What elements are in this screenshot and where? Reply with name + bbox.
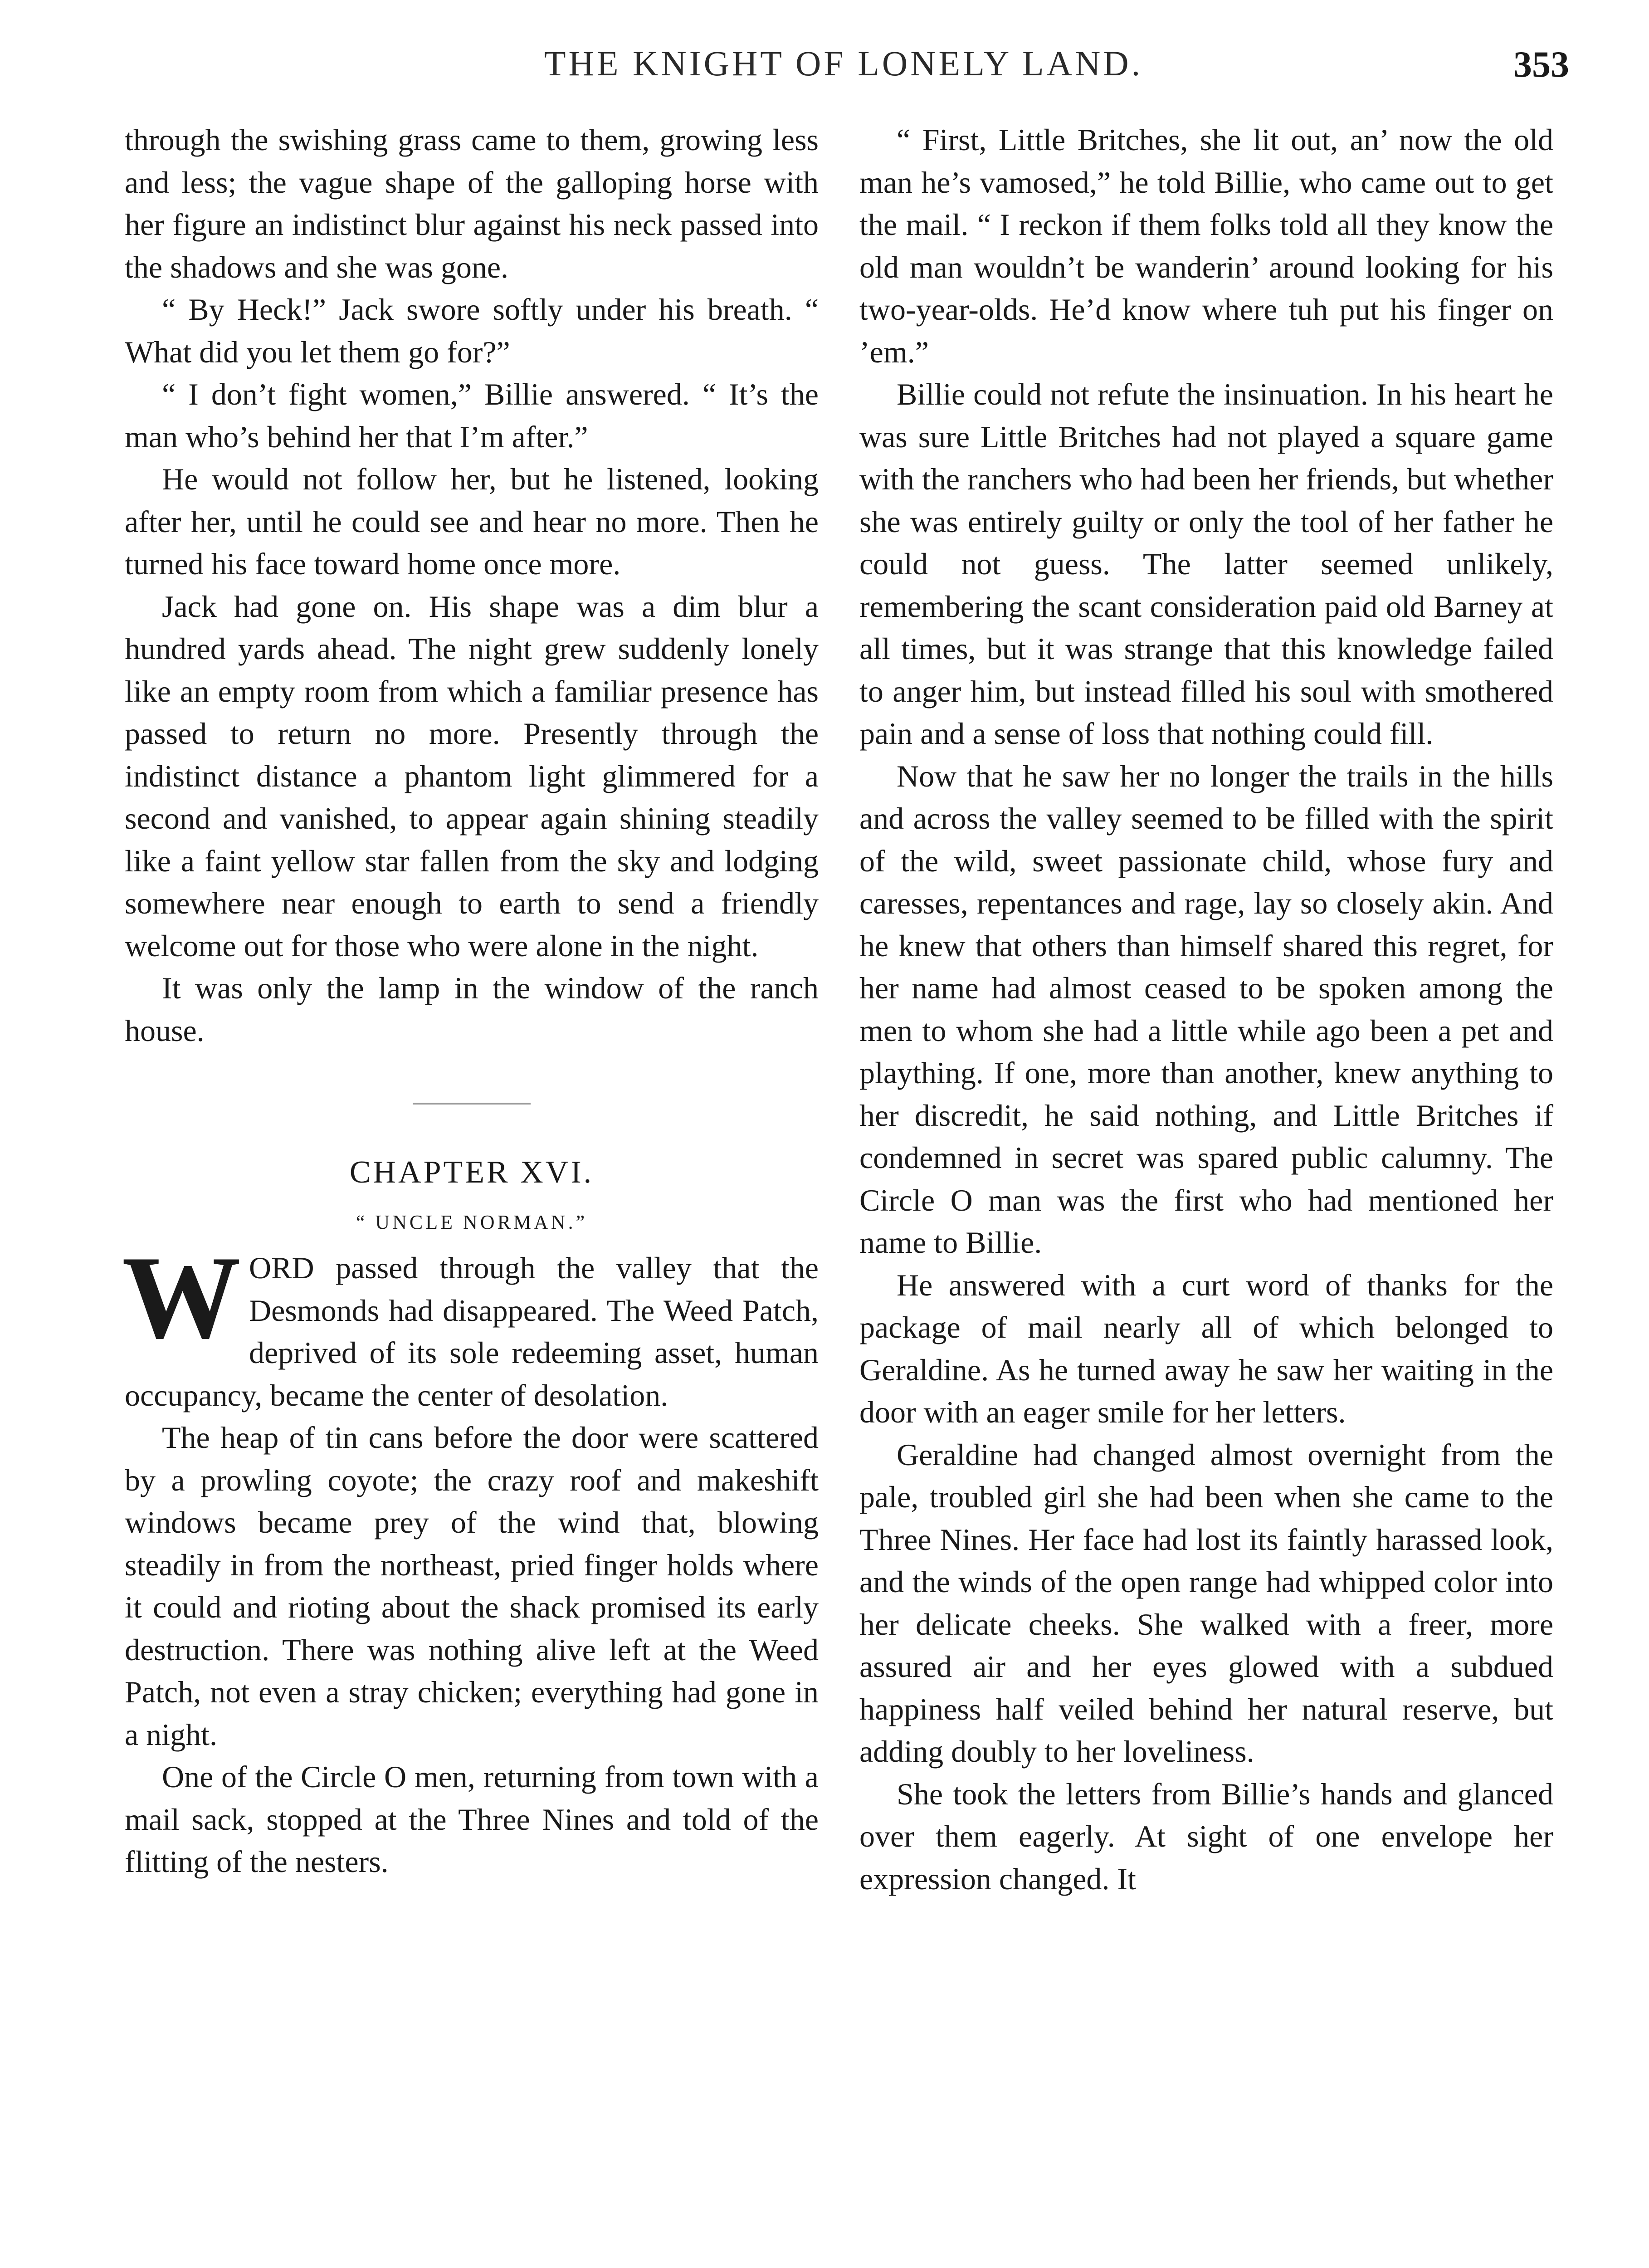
chapter-title: CHAPTER XVI.	[349, 1155, 594, 1190]
chapter-opening-paragraph	[122, 1232, 819, 1417]
running-title: THE KNIGHT OF LONELY LAND.	[544, 44, 1143, 83]
paragraph: “ By Heck!” Jack swore softly under his breath. “ What did you let them go for?”	[125, 292, 819, 369]
paragraph: One of the Circle O men, returning from town with a mail sack, stopped at the Three Nines and told of the flitting of the nesters.	[125, 1760, 819, 1879]
paragraph: Jack had gone on. His shape was a dim blur a hundred yards ahead. The night grew suddenly lonely like an empty room from which a familiar presence has passed to return no more. Presently through the indistinct distance a phantom light glimmered for a second and vanished, to appear again shining steadily like a faint yellow star fallen from the sky and lodging somewhere near enough to earth to send a friendly welcome out for those who were alone in the night.	[125, 589, 819, 963]
page-number: 353	[1513, 44, 1569, 85]
chapter-subtitle: “ UNCLE NORMAN.”	[356, 1211, 588, 1233]
paragraph: Now that he saw her no longer the trails in the hills and across the valley seemed to be filled with the spirit of the wild, sweet passionate child, whose fury and caresses, repentances and rage, lay so closely akin. And he knew that others than himself shared this regret, for her name had almost ceased to be spoken among the men to whom she had a little while ago been a pet and plaything. If one, more than another, knew anything to her discredit, he said nothing, and Little Britches if condemned in secret was spared public calumny. The Circle O man was the first who had mentioned her name to Billie.	[859, 758, 1553, 1260]
paragraph: She took the letters from Billie’s hands and glanced over them eagerly. At sight of one envelope her expression changed. It	[859, 1776, 1553, 1896]
paragraph: “ First, Little Britches, she lit out, an’ now the old man he’s vamosed,” he told Billie, who came out to get the mail. “ I reckon if them folks told all they know the old man wouldn’t be wanderin’ around looking for his two-year-olds. He’d know where tuh put his finger on ’em.”	[859, 122, 1553, 369]
paragraph: through the swishing grass came to them, growing less and less; the vague shape of the galloping horse with her figure an indistinct blur against his neck passed into the shadows and she was gone.	[125, 122, 819, 284]
paragraph: It was only the lamp in the window of the ranch house.	[125, 971, 819, 1048]
section-divider	[413, 1103, 531, 1105]
paragraph: Geraldine had changed almost overnight from the pale, troubled girl she had been when she came to the Three Nines. Her face had lost its faintly harassed look, and the winds of the open range had whipped color into her delicate cheeks. She walked with a freer, more assured air and her eyes glowed with a subdued happiness half veiled behind her natural reserve, but adding doubly to her loveliness.	[859, 1437, 1553, 1769]
opening-text: ORD passed through the valley that the Desmonds had disappeared. The Weed Patch, deprived of its sole redeeming asset, human occupancy, became the center of desolation.	[125, 1251, 819, 1413]
right-column	[859, 119, 1553, 1900]
drop-cap: W	[122, 1232, 241, 1363]
paragraph: The heap of tin cans before the door were scattered by a prowling coyote; the crazy roof and makeshift windows became prey of the wind that, blowing steadily in from the northeast, pried finger holds where it could and rioting about the shack promised its early destruction. There was nothing alive left at the Weed Patch, not even a stray chicken; everything had gone in a night.	[125, 1420, 819, 1752]
left-column	[122, 119, 819, 1883]
paragraph: He answered with a curt word of thanks for the package of mail nearly all of which belonged to Geraldine. As he turned away he saw her waiting in the door with an eager smile for her letters.	[859, 1267, 1553, 1429]
paragraph: “ I don’t fight women,” Billie answered. “ It’s the man who’s behind her that I’m after.”	[125, 377, 819, 454]
paragraph: He would not follow her, but he listened, looking after her, until he could see and hear no more. Then he turned his face toward home once more.	[125, 462, 819, 581]
paragraph: Billie could not refute the insinuation. In his heart he was sure Little Britches had not played a square game with the ranchers who had been her friends, but whether she was entirely guilty or only the tool of her father he could not guess. The latter seemed unlikely, remembering the scant consideration paid old Barney at all times, but it was strange that this knowledge failed to anger him, but instead filled his soul with smothered pain and a sense of loss that nothing could fill.	[859, 377, 1553, 751]
